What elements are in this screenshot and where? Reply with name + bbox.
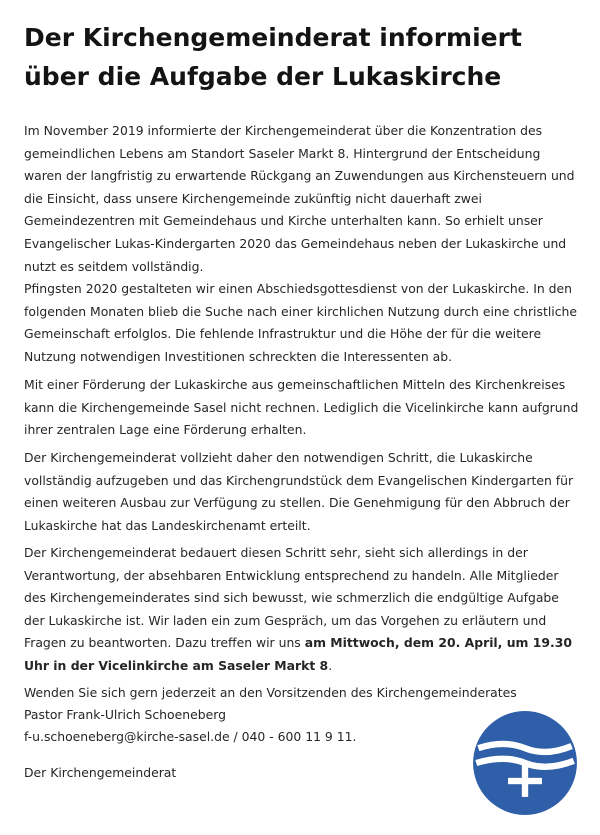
page-title (24, 18, 584, 96)
paragraph-5-text: Der Kirchengemeinderat bedauert diesen Schritt sehr, sieht sich allerdings in der Verantwortung, der absehbaren Entwicklung entsprechend zu handeln. Alle Mitglieder des Kirchengemeinderates sind sich bewusst, wie schmerzlich die endgültige Aufgabe der Lukaskirche ist. Wir laden ein zum Gespräch, um das Vorgehen zu erläutern und Fragen zu beantworten. Dazu treffen wir uns (24, 545, 559, 651)
logo-cross-vertical (522, 765, 528, 797)
title-line-1: Der Kirchengemeinderat informiert (24, 23, 522, 52)
meeting-details: am Mittwoch, dem 20. April, um 19.30 Uhr in der Vicelinkirche am Saseler Markt 8 (24, 635, 572, 673)
paragraph-1: Im November 2019 informierte der Kirchengemeinderat über die Konzentration des gemeindlichen Lebens am Standort Saseler Markt 8. Hintergrund der Entscheidung waren der langfristig zu erwartende Rückgang an Zuwendungen aus Kirchensteuern und die Einsicht, dass unsere Kirchengemeinde zukünftig nicht dauerhaft zwei Gemeindezentren mit Gemeindehaus und Kirche unterhalten kann. So erhielt unser Evangelischer Lukas-Kindergarten 2020 das Gemeindehaus neben der Lukaskirche und nutzt es seitdem vollständig. (24, 123, 575, 274)
paragraph-5 (24, 542, 580, 678)
paragraph-3: Mit einer Förderung der Lukaskirche aus gemeinschaftlichen Mitteln des Kirchenkreises kann die Kirchengemeinde Sasel nicht rechnen. Lediglich die Vicelinkirche kann aufgrund ihrer zentralen Lage eine Förderung erhalten. (24, 377, 579, 438)
paragraph-4: Der Kirchengemeinderat vollzieht daher den notwendigen Schritt, die Lukaskirche vollständig aufzugeben und das Kirchengrundstück dem Evangelischen Kindergarten für einen weiteren Ausbau zur Verfügung zu stellen. Die Genehmigung für den Abbruch der Lukaskirche hat das Landeskirchenamt erteilt. (24, 450, 574, 533)
title-line-2: über die Aufgabe der Lukaskirche (24, 62, 502, 91)
church-logo-icon (472, 710, 578, 816)
contact-details: f-u.schoeneberg@kirche-sasel.de / 040 - 600 11 9 11. (24, 729, 357, 744)
signature: Der Kirchengemeinderat (24, 765, 177, 780)
paragraph-2: Pfingsten 2020 gestalteten wir einen Abschiedsgottesdienst von der Lukaskirche. In den folgenden Monaten blieb die Suche nach einer kirchlichen Nutzung durch eine christliche Gemeinschaft erfolglos. Die fehlende Infrastruktur und die Höhe der für die weitere Nutzung notwendigen Investitionen schreckten die Interessenten ab. (24, 281, 577, 364)
contact-name: Pastor Frank-Ulrich Schoeneberg (24, 707, 226, 722)
contact-intro: Wenden Sie sich gern jederzeit an den Vorsitzenden des Kirchengemeinderates (24, 685, 517, 700)
paragraph-5-end: . (328, 657, 333, 673)
